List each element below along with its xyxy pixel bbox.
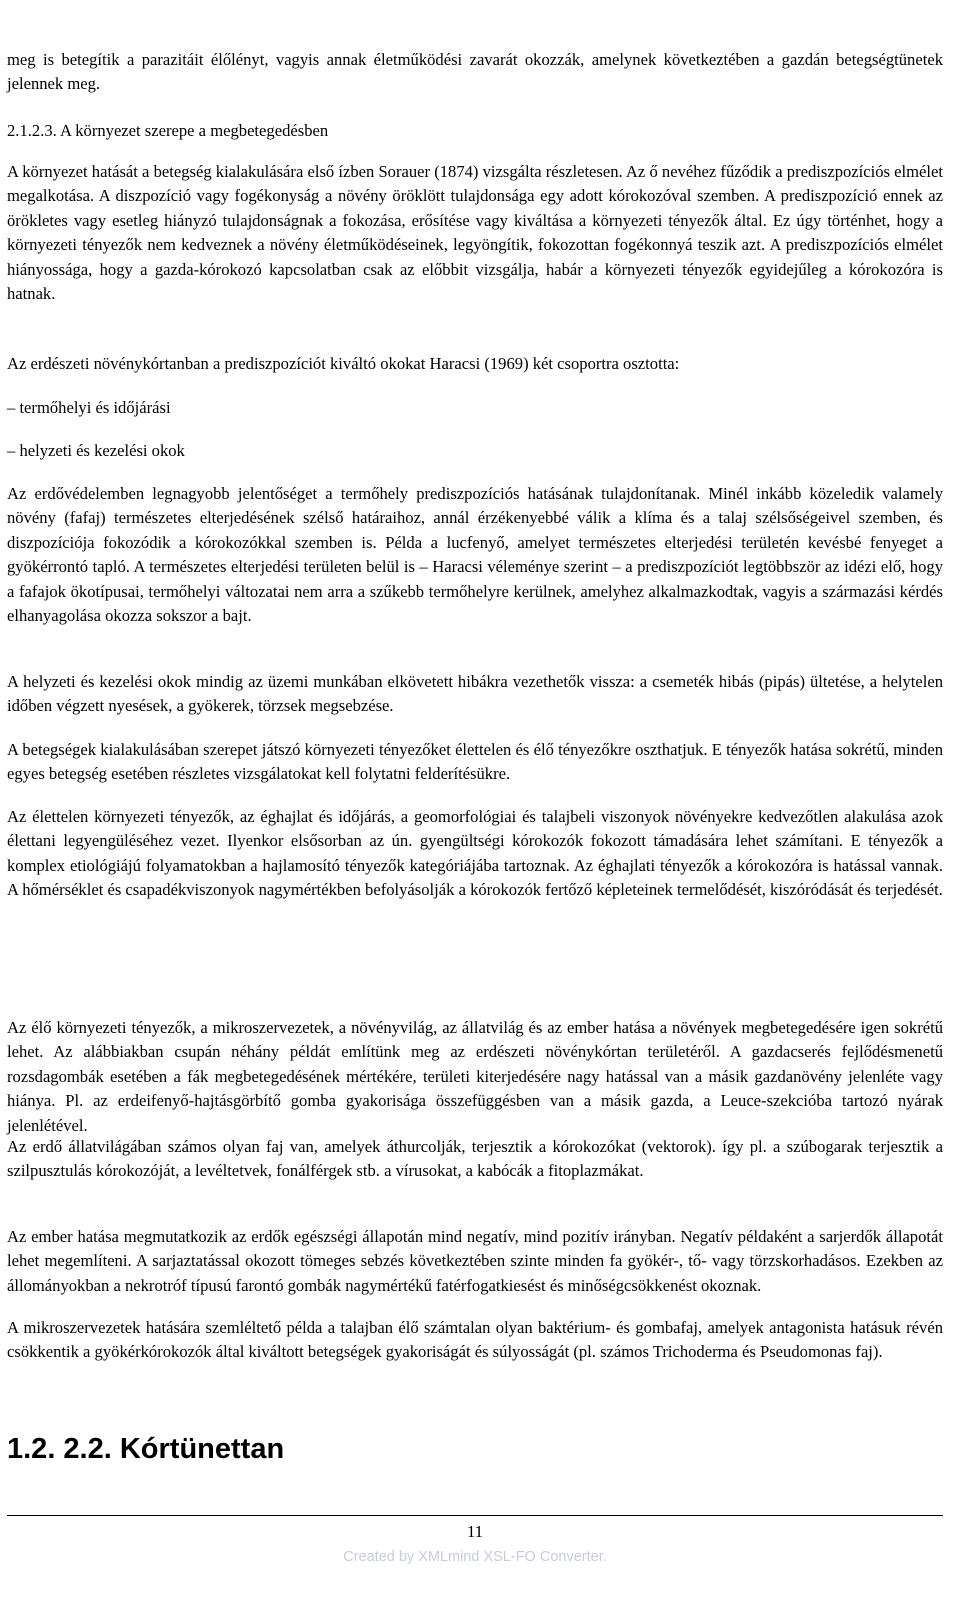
document-page — [7, 0, 943, 1601]
paragraph-elo-tenyezok: Az élő környezeti tényezők, a mikroszervezetek, a növényvilág, az állatvilág és az ember hatása a növények megbetegedésére igen sokrétű lehet. Az alábbiakban csupán néhány példát említünk meg az erdészeti növénykórtan területéről. A gazdacserés fejlődésmenetű rozsdagombák esetében a fák megbetegedésének mértékére, területi kiterjedésére nagy hatással van a másik gazdanövény jelenléte vagy hiánya. Pl. az erdeifenyő-hajtásgörbítő gomba gyakorisága összefüggésben van a másik gazda, a Leuce-szekcióba tartozó nyárak jelenlétével. — [7, 1018, 943, 1135]
generator-credit: Created by XMLmind XSL-FO Converter. — [343, 1549, 607, 1565]
paragraph-elettelen: Az élettelen környezeti tényezők, az éghajlat és időjárás, a geomorfológiai és talajbeli viszonyok növényekre kedvezőtlen alakulása azok élettani legyengüléséhez vezet. Ilyenkor elsősorban az ún. gyengültségi kórokozók fokozott támadására lehet számítani. E tényezők a komplex etiológiájú folyamatokban a hajlamosító tényezők kategóriájába tartoznak. Az éghajlati tényezők a kórokozóra is hatással vannak. A hőmérséklet és csapadékviszonyok nagymértékben befolyásolják a kórokozók fertőző képleteinek termelődését, kiszóródását és terjedését. — [7, 807, 943, 900]
paragraph-ember-hatasa: Az ember hatása megmutatkozik az erdők egészségi állapotán mind negatív, mind pozitív irányban. Negatív példaként a sarjerdők állapotát lehet megemlíteni. A sarjaztatással okozott tömeges sebzés következtében szinte minden fa gyökér-, tő- vagy törzskorhadásos. Ezekben az állományokban a nekrotróf típusú farontó gombák nagymértékű fatérfogatkiesést és minőségcsökkenést okoznak. — [7, 1227, 943, 1295]
subsection-title: 2.1.2.3. A környezet szerepe a megbetegedésben — [7, 121, 329, 140]
paragraph-erdovedelem: Az erdővédelemben legnagyobb jelentőséget a termőhely prediszpozíciós hatásának tulajdonítanak. Minél inkább közeledik valamely növény (fafaj) természetes elterjedésének szélső határaihoz, annál érzékenyebbé válik a klíma és a talaj szélsőségeivel szemben, és diszpozíciója fokozódik a kórokozókkal szemben is. Példa a lucfenyő, amelyet természetes elterjedési területén kevésbé fenyeget a gyökérrontó tapló. A természetes elterjedési területen belül is – Haracsi véleménye szerint – a prediszpozíciót legtöbbször az idézi elő, hogy a fafajok ökotípusai, termőhelyi változatai nem arra a szűkebb termőhelyre kerülnek, amelyhez alkalmazkodtak, vagyis a származási kérdés elhanyagolása okozza sokszor a bajt. — [7, 484, 943, 626]
page-number: 11 — [466, 1522, 484, 1541]
paragraph-allatvilag: Az erdő állatvilágában számos olyan faj van, amelyek áthurcolják, terjesztik a kórokozókat (vektorok). így pl. a szúbogarak terjesztik a szilpusztulás kórokozóját, a levéltetvek, fonálférgek stb. a vírusokat, a kabócák a fitoplazmákat. — [7, 1137, 943, 1181]
list-item-termohelyi: – termőhelyi és időjárási — [7, 398, 171, 417]
paragraph-betegsegek: A betegségek kialakulásában szerepet játszó környezeti tényezőket élettelen és élő tényezőkre oszthatjuk. E tényezők hatása sokrétű, minden egyes betegség esetében részletes vizsgálatokat kell folytatni felderítésükre. — [7, 740, 943, 784]
list-item-helyzeti: – helyzeti és kezelési okok — [7, 441, 185, 460]
paragraph-mikroszervezetek: A mikroszervezetek hatására szemléltető példa a talajban élő számtalan olyan baktérium- és gombafaj, amelyek antagonista hatásuk révén csökkentik a gyökérkórokozók által kiváltott betegségek gyakoriságát és súlyosságát (pl. számos Trichoderma és Pseudomonas faj). — [7, 1318, 943, 1362]
paragraph-helyzeti-okok: A helyzeti és kezelési okok mindig az üzemi munkában elkövetett hibákra vezethetők vissza: a csemeték hibás (pipás) ültetése, a helytelen időben végzett nyesések, a gyökerek, törzsek megsebzése. — [7, 672, 943, 716]
paragraph-haracsi: Az erdészeti növénykórtanban a prediszpozíciót kiváltó okokat Haracsi (1969) két csoportra osztotta: — [7, 354, 680, 373]
paragraph-sorauer: A környezet hatását a betegség kialakulására első ízben Sorauer (1874) vizsgálta részletesen. Az ő nevéhez fűződik a prediszpozíciós elmélet megalkotása. A diszpozíció vagy fogékonyság a növény öröklött tulajdonsága egy adott kórokozóval szemben. A prediszpozíció ennek az örökletes vagy esetleg hiányzó tulajdonságnak a fokozása, erősítése vagy kiváltása a környezeti tényezők által. Ez úgy történhet, hogy a környezeti tényezők nem kedveznek a növény életműködéseinek, legyöngítik, fokozottan fogékonnyá teszik azt. A prediszpozíciós elmélet hiányossága, hogy a gazda-kórokozó kapcsolatban csak az előbbit vizsgálja, habár a környezeti tényezők egyidejűleg a kórokozóra is hatnak. — [7, 162, 943, 304]
intro-paragraph: meg is betegítik a parazitáit élőlényt, vagyis annak életműködési zavarát okozzák, amelynek következtében a gazdán betegségtünetek jelennek meg. — [7, 50, 943, 94]
footer-divider — [7, 1515, 943, 1516]
section-heading: 1.2. 2.2. Kórtünettan — [7, 1433, 285, 1465]
